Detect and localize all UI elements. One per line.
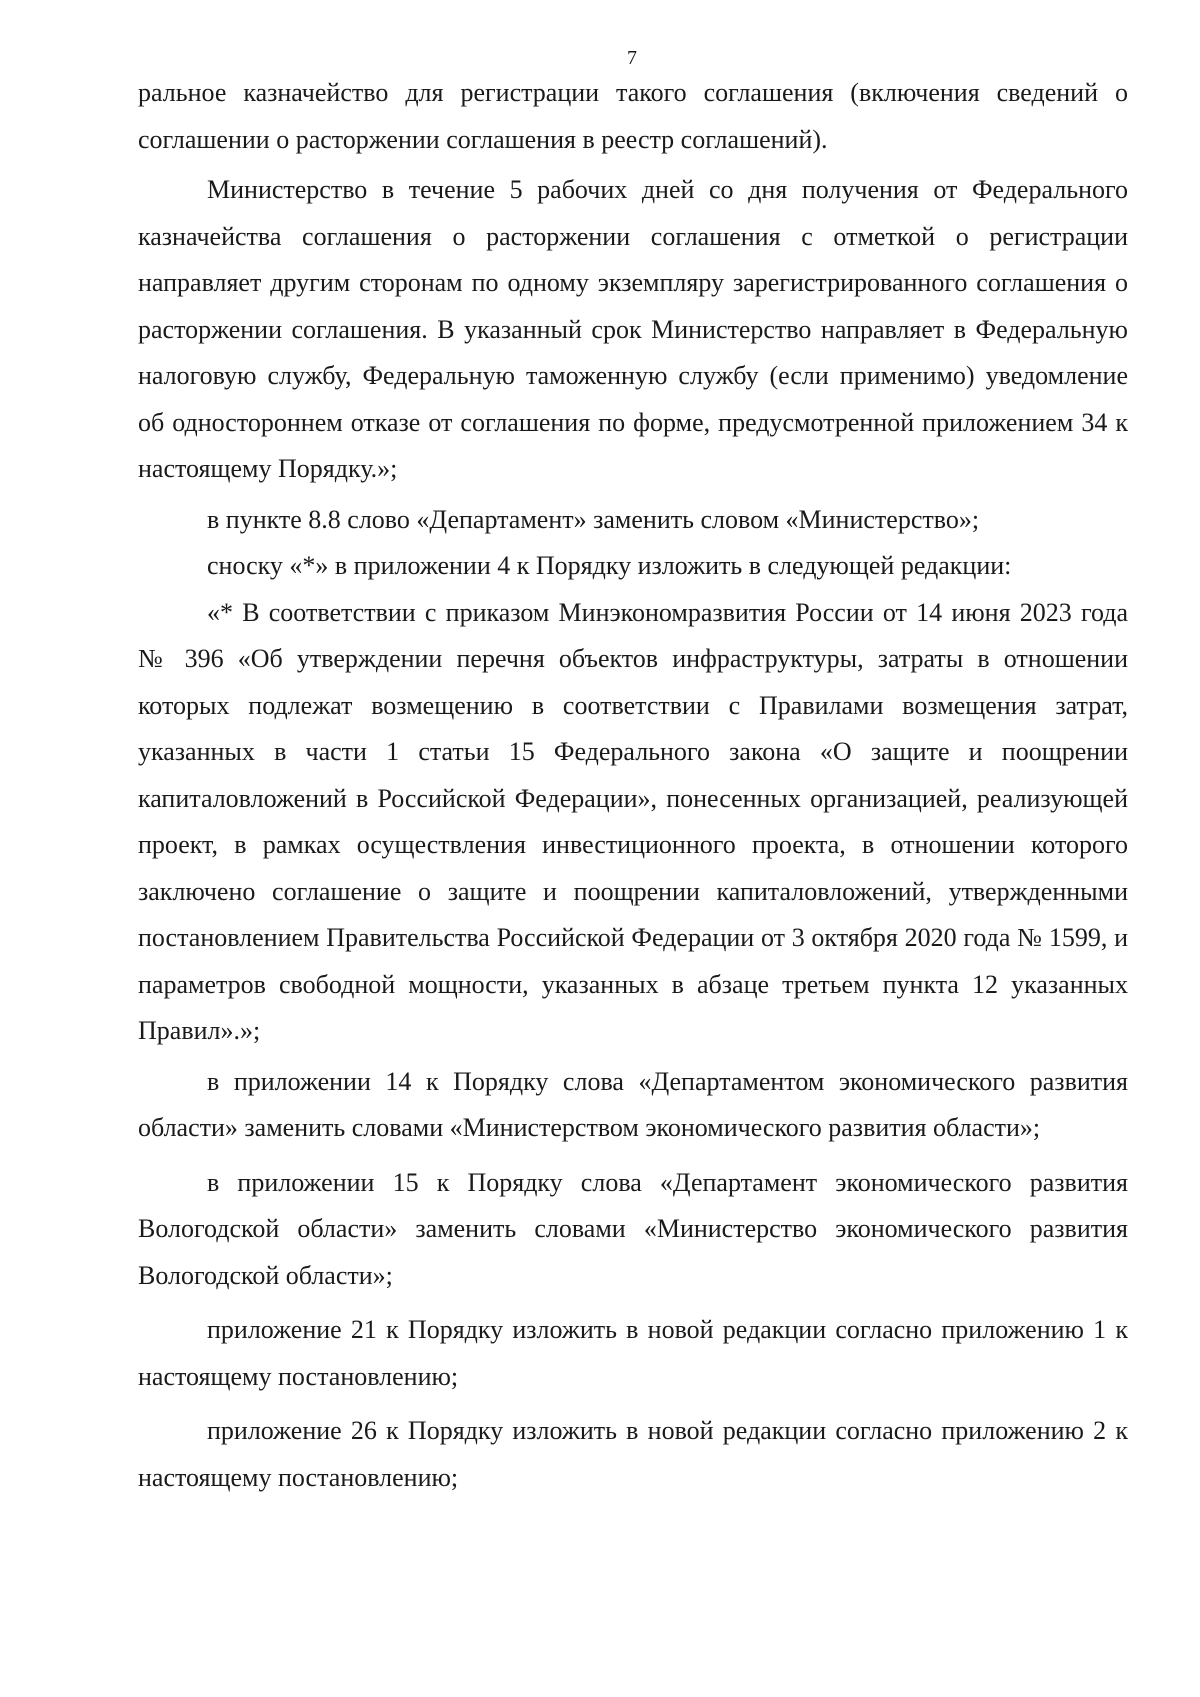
paragraph-3: в пункте 8.8 слово «Департамент» заменить словом «Министерство»; bbox=[207, 504, 980, 534]
paragraph-8: приложение 21 к Порядку изложить в новой редакции согласно приложению 1 к настоящему постановлению; bbox=[138, 1315, 1128, 1391]
document-body bbox=[138, 70, 1128, 1501]
paragraph-2: Министерство в течение 5 рабочих дней со дня получения от Федерального казначейства соглашения о расторжении соглашения с отметкой о регистрации направляет другим сторонам по одному экземпляру зарегистрированного соглашения о расторжении соглашения. В указанный срок Министерство направляет в Федеральную налоговую службу, Федеральную таможенную службу (если применимо) уведомление об одностороннем отказе от соглашения по форме, предусмотренной приложением 34 к настоящему Порядку.»; bbox=[138, 175, 1128, 483]
paragraph-9: приложение 26 к Порядку изложить в новой редакции согласно приложению 2 к настоящему постановлению; bbox=[138, 1416, 1128, 1492]
paragraph-6: в приложении 14 к Порядку слова «Департаментом экономического развития области» заменить словами «Министерством экономического развития области»; bbox=[138, 1066, 1128, 1142]
paragraph-4: сноску «*» в приложении 4 к Порядку изложить в следующей редакции: bbox=[207, 551, 1012, 580]
paragraph-5: «* В соответствии с приказом Минэкономразвития России от 14 июня 2023 года № 396 «Об утверждении перечня объектов инфраструктуры, затраты в отношении которых подлежат возмещению в соответствии с Правилами возмещения затрат, указанных в части 1 статьи 15 Федерального закона «О защите и поощрении капиталовложений в Российской Федерации», понесенных организацией, реализующей проект, в рамках осуществления инвестиционного проекта, в отношении которого заключено соглашение о защите и поощрении капиталовложений, утвержденными постановлением Правительства Российской Федерации от 3 октября 2020 года № 1599, и параметров свободной мощности, указанных в абзаце третьем пункта 12 указанных Правил».»; bbox=[138, 597, 1128, 1045]
page-number: 7 bbox=[627, 47, 637, 69]
paragraph-1: ральное казначейство для регистрации такого соглашения (включения сведений о соглашении о расторжении соглашения в реестр соглашений). bbox=[138, 78, 1128, 154]
paragraph-7: в приложении 15 к Порядку слова «Департамент экономического развития Вологодской области» заменить словами «Министерство экономического развития Вологодской области»; bbox=[138, 1167, 1128, 1290]
